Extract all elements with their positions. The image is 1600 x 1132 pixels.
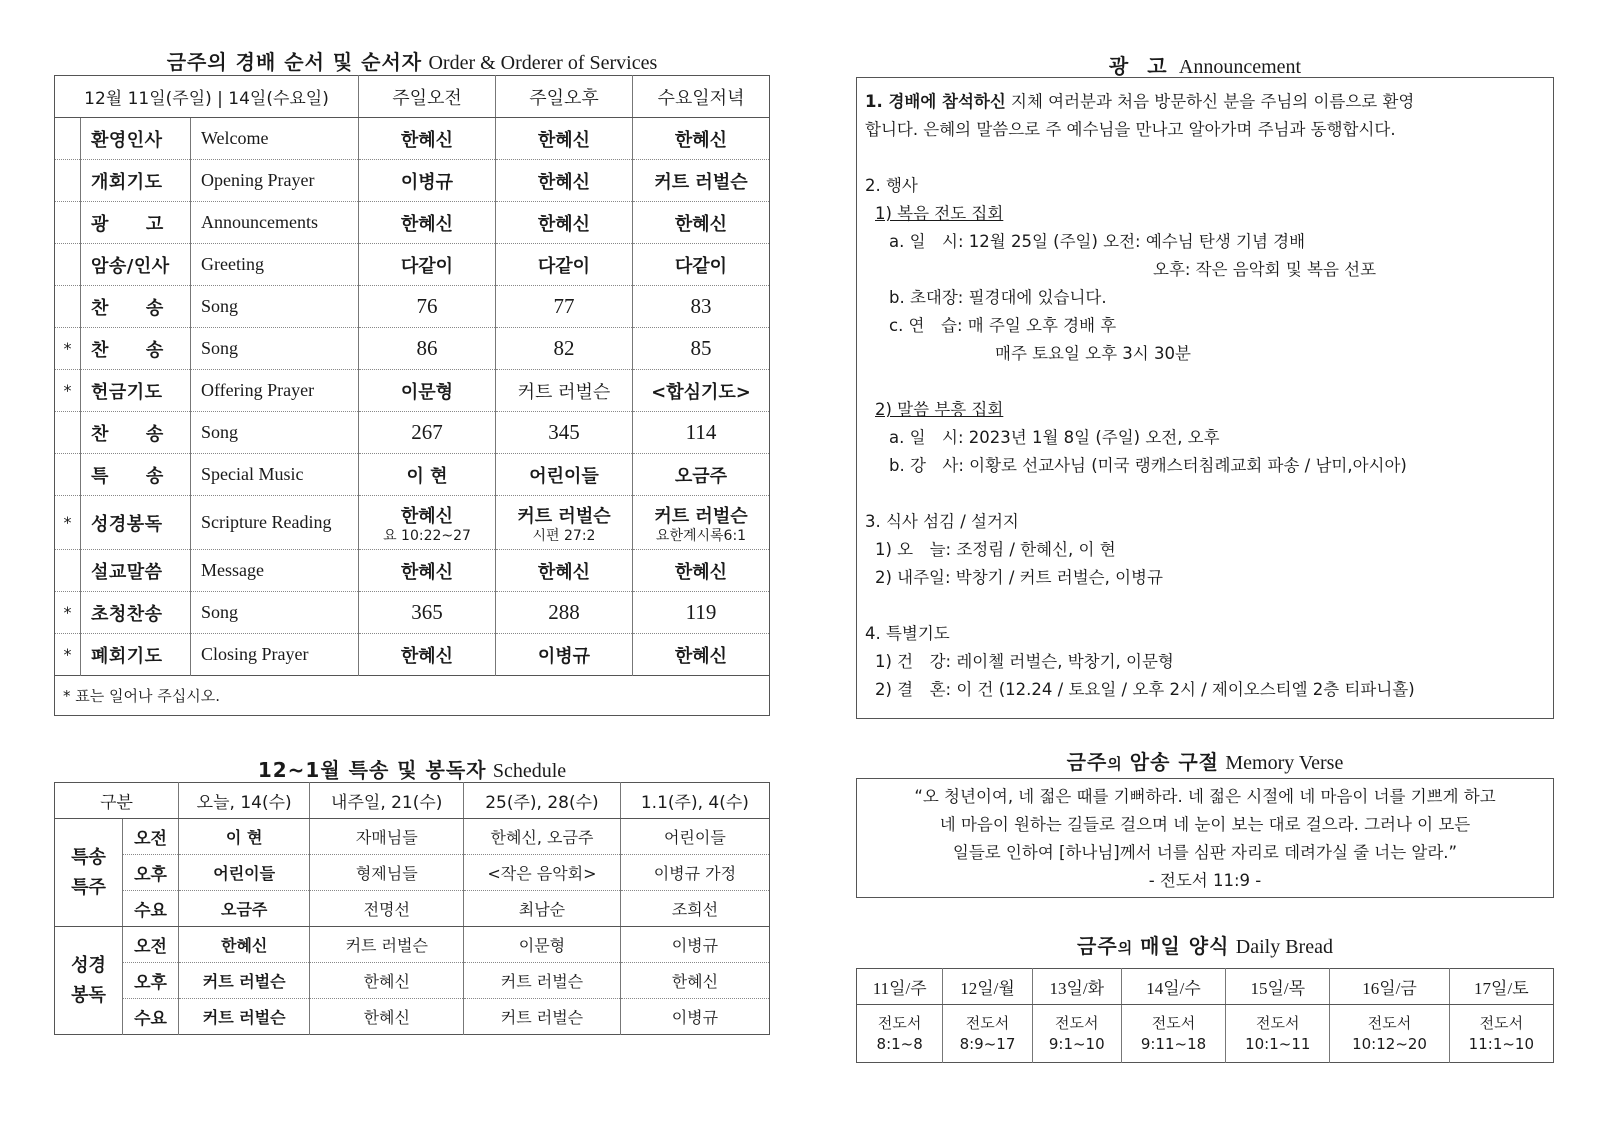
stand-marker-text: * [63,339,72,358]
orderer-am [359,286,496,328]
orderer-wed [633,550,770,592]
schedule-title-ko: 12~1월 특송 및 봉독자 [257,758,487,782]
item-korean [81,202,191,244]
memory-verse-title-en: Memory Verse [1225,752,1344,774]
item1-rest: 지체 여러분과 처음 방문하신 분을 주님의 이름으로 환영 [1005,92,1415,111]
order-date-header: 12월 11일(주일) | 14일(수요일) [55,76,359,118]
verse-line-1: “오 청년이여, 네 젊은 때를 기뻐하라. 네 젊은 시절에 네 마음이 너를 기쁘게 하고 [914,787,1496,806]
schedule-row [55,891,770,927]
schedule-cell: 이 현 [179,819,310,855]
reading-book: 전도서 [877,1013,922,1032]
reading-book: 전도서 [1055,1013,1099,1032]
schedule-row [55,855,770,891]
order-row [55,412,770,454]
orderer-pm-text: 이병규 [537,645,591,667]
orderer-pm-text: 한혜신 [537,561,591,583]
group-label-line-2: 봉독 [71,984,106,1006]
event-1-practice-2: 매주 토요일 오후 3시 30분 [995,344,1191,363]
daily-bread-title-ko-b: 의 [1117,939,1133,957]
orderer-pm-text: 345 [548,420,580,444]
announcement-title [856,50,1554,79]
schedule-cell: 이병규 [620,927,769,963]
event-1-title: 1) 복음 전도 집회 [875,204,1004,223]
orderer-wed [633,634,770,676]
prayer-health: 1) 건 강: 레이첼 러벌슨, 박창기, 이문형 [875,652,1174,671]
stand-marker [55,160,81,202]
schedule-cell: 조희선 [620,891,769,927]
orderer-wed-text: 한혜신 [674,129,728,151]
schedule-slot: 수요 [123,999,179,1035]
stand-marker [55,592,81,634]
reading-book: 전도서 [1151,1013,1196,1032]
orderer-am-text: 이병규 [400,171,454,193]
schedule-header-week3: 25(주), 28(수) [464,783,621,819]
schedule-cell: 한혜신 [310,963,464,999]
daily-bread-reading [1032,1005,1121,1063]
reading-ref: 8:9~17 [959,1034,1016,1053]
orderer-wed [633,496,770,550]
item-english-text: Song [201,422,239,442]
item-korean [81,160,191,202]
daily-bread-day: 11일/주 [857,969,943,1005]
daily-bread-table [856,968,1554,1063]
item-english-text: Welcome [201,128,269,148]
order-row [55,496,770,550]
announcement-item-1 [865,88,1545,116]
orderer-wed-text: 커트 러벌슨 [654,171,748,193]
orderer-pm-text: 77 [553,294,575,318]
schedule-row [55,999,770,1035]
daily-bread-reading [1226,1005,1330,1063]
memory-verse-title [856,746,1554,775]
event-1-date: a. 일 시: 12월 25일 (주일) 오전: 예수님 탄생 기념 경배 [889,232,1306,251]
reading-ref: 11:1~10 [1468,1034,1535,1053]
daily-bread-reading [1449,1005,1553,1063]
order-header-row [55,76,770,118]
orderer-am-ref: 요 10:22~27 [383,527,471,544]
order-of-services-table [54,75,770,716]
orderer-wed [633,118,770,160]
item-english [191,244,359,286]
announcement-item-3-heading: 3. 식사 섬김 / 설거지 [865,512,1019,531]
group-label-line-1: 성경 [71,954,106,976]
daily-bread-day: 17일/토 [1449,969,1553,1005]
stand-marker [55,328,81,370]
orderer-am [359,328,496,370]
memory-verse-title-ko-c: 암송 구절 [1121,750,1220,774]
item-english [191,550,359,592]
orderer-am-text: 267 [411,420,443,444]
schedule-cell: 커트 러벌슨 [464,999,621,1035]
orderer-am [359,496,496,550]
item-english-text: Song [201,338,239,358]
orderer-pm-text: 다같이 [537,255,591,277]
stand-marker [55,118,81,160]
orderer-wed [633,160,770,202]
reading-ref: 10:1~11 [1245,1034,1311,1053]
stand-marker-text: * [63,513,72,532]
item-english-text: Opening Prayer [201,170,315,190]
orderer-am [359,454,496,496]
order-row [55,370,770,412]
announcement-title-en: Announcement [1178,56,1302,78]
item-english-text: Song [201,296,239,316]
stand-marker [55,634,81,676]
daily-bread-day: 14일/수 [1121,969,1225,1005]
verse-line-3: 일들로 인하여 [하나님]께서 너를 심판 자리로 데려가실 줄 너는 알라.” [952,843,1458,862]
reading-ref: 8:1~8 [876,1034,923,1053]
order-row [55,592,770,634]
schedule-title [54,754,770,783]
memory-verse-title-ko-a: 금주 [1066,750,1108,774]
orderer-am [359,634,496,676]
item-korean-text: 찬 송 [91,339,164,361]
event-2-speaker: b. 강 사: 이황로 선교사님 (미국 랭캐스터침례교회 파송 / 남미,아시아) [889,456,1407,475]
schedule-header-row [55,783,770,819]
orderer-am-text: 이 현 [406,465,448,487]
orderer-pm [496,202,633,244]
item-korean [81,412,191,454]
schedule-table [54,782,770,1035]
schedule-cell: 최남순 [464,891,621,927]
order-row [55,286,770,328]
item1-bold: 1. 경배에 참석하신 [865,92,1006,111]
orderer-wed-ref: 요한계시록6:1 [655,527,747,544]
orderer-pm [496,454,633,496]
item-english [191,118,359,160]
orderer-wed [633,370,770,412]
item-korean [81,328,191,370]
orderer-am-text: 한혜신 [400,645,454,667]
group-label-line-1: 특송 [71,846,106,868]
item-korean [81,286,191,328]
schedule-slot: 오전 [123,927,179,963]
stand-marker-text: * [63,645,72,664]
item-korean [81,454,191,496]
daily-bread-day: 13일/화 [1032,969,1121,1005]
announcement-item-4-heading: 4. 특별기도 [865,624,950,643]
order-row [55,202,770,244]
orderer-am [359,202,496,244]
orderer-am-text: 한혜신 [400,561,454,583]
orderer-pm [496,550,633,592]
orderer-wed-text: 다같이 [674,255,728,277]
orderer-am-text: 한혜신 [400,213,454,235]
orderer-pm [496,286,633,328]
orderer-pm-text: 82 [553,336,575,360]
col-wednesday: 수요일저녁 [633,76,770,118]
schedule-header-category: 구분 [55,783,179,819]
item-english [191,592,359,634]
daily-bread-row [857,1005,1554,1063]
schedule-cell: <작은 음악회> [464,855,621,891]
item-korean [81,118,191,160]
orderer-wed-text: 한혜신 [674,561,728,583]
schedule-cell: 어린이들 [179,855,310,891]
item-english-text: Closing Prayer [201,644,309,664]
item-korean-text: 개회기도 [91,171,163,193]
orderer-am [359,370,496,412]
meal-next-week: 2) 내주일: 박창기 / 커트 러벌슨, 이병규 [875,568,1163,587]
stand-marker [55,454,81,496]
order-row [55,160,770,202]
verse-reference: - 전도서 11:9 - [1148,871,1262,890]
order-note-row [55,676,770,716]
orderer-wed-text: 커트 러벌슨 [654,505,748,527]
orderer-wed [633,244,770,286]
orderer-wed-text: 한혜신 [674,645,728,667]
order-row [55,454,770,496]
stand-marker [55,244,81,286]
item-english [191,412,359,454]
order-row [55,634,770,676]
orderer-am-text: 86 [416,336,438,360]
orderer-pm [496,244,633,286]
reading-ref: 9:11~18 [1140,1034,1207,1053]
col-sunday-pm: 주일오후 [496,76,633,118]
schedule-cell: 커트 러벌슨 [179,963,310,999]
daily-bread-reading [1330,1005,1449,1063]
verse-line-2: 네 마음이 원하는 길들로 걸으며 네 눈이 보는 대로 걸으라. 그러나 이 모든 [939,815,1471,834]
event-1-pm: 오후: 작은 음악회 및 복음 선포 [1153,260,1377,279]
meal-today: 1) 오 늘: 조정림 / 한혜신, 이 현 [875,540,1116,559]
item-korean-text: 찬 송 [91,297,164,319]
item-korean-text: 헌금기도 [91,381,163,403]
item-korean-text: 특 송 [91,465,164,487]
daily-bread-title-en: Daily Bread [1235,936,1333,958]
schedule-row [55,819,770,855]
event-2-date: a. 일 시: 2023년 1월 8일 (주일) 오전, 오후 [889,428,1220,447]
daily-bread-day: 15일/목 [1226,969,1330,1005]
orderer-pm [496,328,633,370]
orderer-am-text: 365 [411,600,443,624]
orderer-wed [633,454,770,496]
item-english [191,286,359,328]
stand-note: * 표는 일어나 주십시오. [55,676,770,716]
announcement-title-ko: 광 고 [1108,54,1173,78]
item-korean-text: 설교말씀 [91,561,163,583]
reading-book: 전도서 [965,1013,1010,1032]
reading-book: 전도서 [1479,1013,1524,1032]
item-korean-text: 찬 송 [91,423,164,445]
orderer-pm-ref: 시편 27:2 [532,527,596,544]
daily-bread-reading [943,1005,1032,1063]
item-english-text: Offering Prayer [201,380,315,400]
schedule-header-week4: 1.1(주), 4(수) [620,783,769,819]
orderer-pm [496,634,633,676]
item-english [191,496,359,550]
item-english [191,454,359,496]
orderer-am-text: 이문형 [400,381,454,403]
item-english-text: Announcements [201,212,318,232]
schedule-cell: 형제님들 [310,855,464,891]
memory-verse-box [856,778,1554,898]
orderer-pm-text: 커트 러벌슨 [517,505,611,527]
stand-marker-text: * [63,381,72,400]
daily-bread-day: 16일/금 [1330,969,1449,1005]
daily-bread-reading [857,1005,943,1063]
orderer-wed-text: 83 [690,294,712,318]
prayer-wedding: 2) 결 혼: 이 건 (12.24 / 토요일 / 오후 2시 / 제이오스티엘 2층 티파니홀) [875,680,1415,699]
item-korean [81,496,191,550]
item1-line2: 합니다. 은혜의 말씀으로 주 예수님을 만나고 알아가며 주님과 동행합시다. [865,120,1396,139]
item-korean [81,592,191,634]
order-row [55,244,770,286]
schedule-cell: 이병규 [620,999,769,1035]
order-row [55,328,770,370]
item-korean [81,634,191,676]
schedule-slot: 오전 [123,819,179,855]
item-korean-text: 환영인사 [91,129,163,151]
schedule-title-en: Schedule [492,760,567,782]
orderer-am [359,244,496,286]
item-korean [81,244,191,286]
orderer-wed-text: <합심기도> [651,381,751,403]
order-row [55,550,770,592]
stand-marker [55,496,81,550]
stand-marker-text: * [63,603,72,622]
order-title-en: Order & Orderer of Services [428,52,658,74]
reading-ref: 10:12~20 [1352,1034,1427,1053]
schedule-cell: 커트 러벌슨 [310,927,464,963]
schedule-group-label [55,927,123,1035]
reading-book: 전도서 [1256,1013,1300,1032]
orderer-wed-text: 119 [685,600,717,624]
orderer-wed-text: 오금주 [674,465,728,487]
stand-marker [55,370,81,412]
announcement-item-2-heading: 2. 행사 [865,176,918,195]
orderer-wed [633,592,770,634]
item-korean-text: 성경봉독 [91,513,163,535]
orderer-wed-text: 114 [685,420,717,444]
daily-bread-title-ko-a: 금주 [1077,934,1118,958]
item-english [191,370,359,412]
item-english-text: Greeting [201,254,264,274]
schedule-row [55,927,770,963]
item-english-text: Special Music [201,464,304,484]
daily-bread-title [856,930,1554,959]
daily-bread-header-row [857,969,1554,1005]
reading-book: 전도서 [1367,1013,1412,1032]
item-korean [81,550,191,592]
group-label-line-2: 특주 [71,876,106,898]
schedule-cell: 이문형 [464,927,621,963]
schedule-row [55,963,770,999]
orderer-am-text: 한혜신 [400,129,454,151]
daily-bread-title-ko-c: 매일 양식 [1132,934,1230,958]
orderer-am [359,412,496,454]
orderer-wed [633,412,770,454]
reading-ref: 9:1~10 [1048,1034,1105,1053]
item-korean-text: 폐회기도 [91,645,163,667]
stand-marker [55,550,81,592]
daily-bread-reading [1121,1005,1225,1063]
item-english-text: Message [201,560,264,580]
schedule-slot: 오후 [123,855,179,891]
orderer-am [359,550,496,592]
schedule-cell: 한혜신 [620,963,769,999]
col-sunday-am: 주일오전 [359,76,496,118]
schedule-cell: 전명선 [310,891,464,927]
orderer-pm [496,412,633,454]
event-2-title: 2) 말씀 부흥 집회 [875,400,1004,419]
schedule-slot: 수요 [123,891,179,927]
item-korean-text: 암송/인사 [91,255,170,277]
orderer-am [359,160,496,202]
schedule-cell: 자매님들 [310,819,464,855]
orderer-pm-text: 어린이들 [529,465,599,487]
item-korean-text: 광 고 [91,213,164,235]
schedule-group-label [55,819,123,927]
item-korean-text: 초청찬송 [91,603,163,625]
stand-marker [55,286,81,328]
orderer-pm-text: 커트 러벌슨 [517,381,611,403]
orderer-pm-text: 한혜신 [537,171,591,193]
schedule-cell: 커트 러벌슨 [464,963,621,999]
schedule-cell: 커트 러벌슨 [179,999,310,1035]
orderer-am [359,592,496,634]
item-english [191,634,359,676]
order-title-ko: 금주의 경배 순서 및 순서자 [166,50,423,74]
orderer-wed [633,328,770,370]
memory-verse-title-ko-b: 의 [1107,755,1122,773]
stand-marker [55,412,81,454]
schedule-header-week1: 오늘, 14(수) [179,783,310,819]
item-korean [81,370,191,412]
orderer-wed [633,202,770,244]
orderer-am-text: 한혜신 [400,505,454,527]
orderer-pm-text: 한혜신 [537,213,591,235]
schedule-cell: 이병규 가정 [620,855,769,891]
orderer-am-text: 다같이 [400,255,454,277]
schedule-body [55,819,770,1035]
orderer-pm [496,118,633,160]
schedule-slot: 오후 [123,963,179,999]
orderer-wed-text: 85 [690,336,712,360]
event-1-practice: c. 연 습: 매 주일 오후 경배 후 [889,316,1117,335]
schedule-cell: 한혜신, 오금주 [464,819,621,855]
schedule-cell: 한혜신 [310,999,464,1035]
orderer-wed-text: 한혜신 [674,213,728,235]
schedule-cell: 어린이들 [620,819,769,855]
orderer-pm-text: 288 [548,600,580,624]
orderer-pm [496,496,633,550]
orderer-pm [496,592,633,634]
schedule-cell: 오금주 [179,891,310,927]
orderer-wed [633,286,770,328]
daily-bread-day: 12일/월 [943,969,1032,1005]
orderer-pm [496,160,633,202]
orderer-am-text: 76 [416,294,438,318]
item-english [191,202,359,244]
announcement-box [856,77,1554,719]
schedule-cell: 한혜신 [179,927,310,963]
order-row [55,118,770,160]
orderer-am [359,118,496,160]
item-english-text: Song [201,602,239,622]
item-english-text: Scripture Reading [201,512,332,532]
order-title [54,46,770,75]
event-1-invitation: b. 초대장: 필경대에 있습니다. [889,288,1107,307]
schedule-header-week2: 내주일, 21(수) [310,783,464,819]
orderer-pm-text: 한혜신 [537,129,591,151]
item-english [191,328,359,370]
order-body [55,118,770,676]
item-english [191,160,359,202]
stand-marker [55,202,81,244]
orderer-pm [496,370,633,412]
